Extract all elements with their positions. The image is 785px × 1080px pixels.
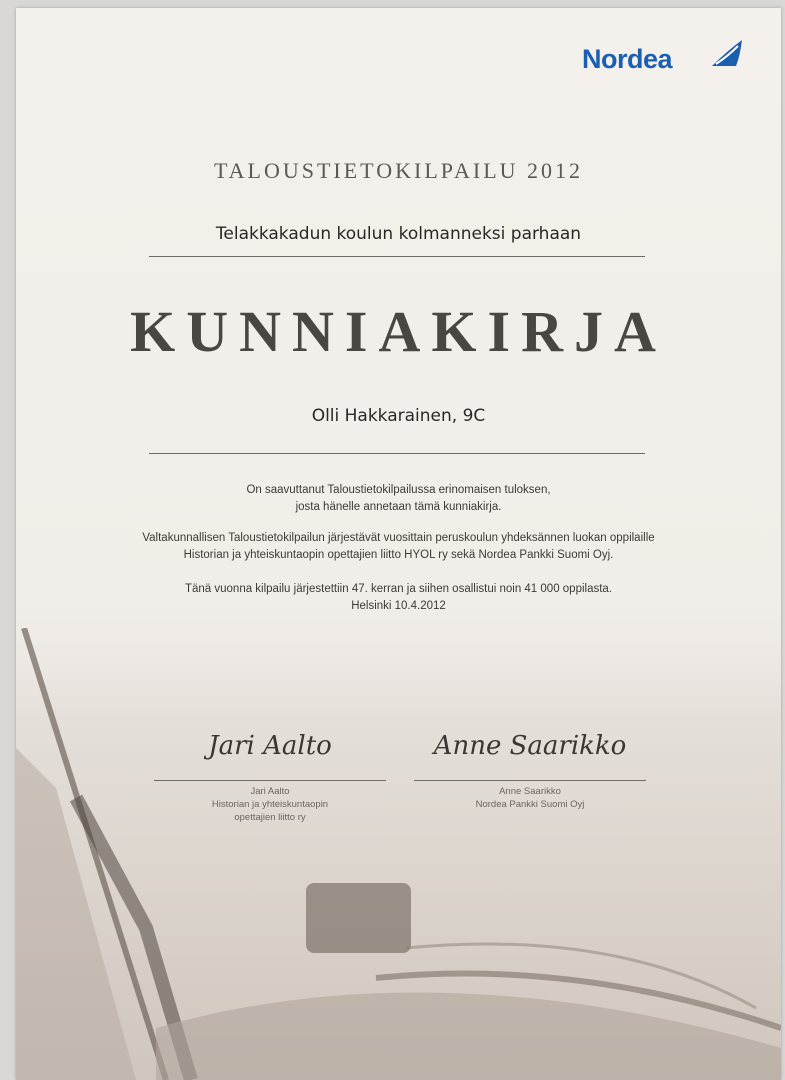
signature-line <box>154 780 386 781</box>
signature: Jari Aalto <box>208 731 332 761</box>
paragraph-organizers <box>16 530 781 564</box>
text-line: On saavuttanut Taloustietokilpailussa erinomaisen tuloksen, <box>246 484 551 496</box>
nordea-logo <box>582 38 752 78</box>
paragraph-details <box>16 581 781 615</box>
signature: Anne Saarikko <box>433 731 627 761</box>
signature-block-1 <box>154 728 386 824</box>
competition-title: TALOUSTIETOKILPAILU 2012 <box>213 158 584 183</box>
sail-icon <box>710 38 744 68</box>
signer-organization: Nordea Pankki Suomi Oyj <box>475 799 585 810</box>
logo-text: Nordea <box>582 44 673 74</box>
text-line: josta hänelle annetaan tämä kunniakirja. <box>295 501 502 513</box>
handwritten-signature <box>414 728 646 780</box>
signer-organization: Historian ja yhteiskuntaopin <box>211 799 329 810</box>
sailing-background-image <box>16 628 781 1080</box>
text-line: Tänä vuonna kilpailu järjestettiin 47. kerran ja siihen osallistui noin 41 000 oppilasta. <box>184 583 613 595</box>
divider <box>149 453 645 454</box>
text-line: Historian ja yhteiskuntaopin opettajien liitto HYOL ry sekä Nordea Pankki Suomi Oyj. <box>183 549 614 561</box>
handwritten-signature <box>154 728 386 780</box>
date-line: Helsinki 10.4.2012 <box>351 600 446 612</box>
signature-line <box>414 780 646 781</box>
diploma-title: KUNNIAKIRJA <box>130 299 667 364</box>
paragraph-achievement <box>16 482 781 516</box>
text-line: Valtakunnallisen Taloustietokilpailun järjestävät vuosittain peruskoulun yhdeksännen luokan oppilaille <box>142 532 655 544</box>
recipient-name: Olli Hakkarainen, 9C <box>311 406 486 426</box>
signature-block-2 <box>414 728 646 811</box>
achievement-line: Telakkakadun koulun kolmanneksi parhaan <box>215 224 582 244</box>
divider <box>149 256 645 257</box>
signer-organization: opettajien liitto ry <box>234 812 306 823</box>
certificate-sheet <box>16 8 781 1080</box>
signer-name: Anne Saarikko <box>499 786 561 797</box>
signer-name: Jari Aalto <box>250 786 290 797</box>
